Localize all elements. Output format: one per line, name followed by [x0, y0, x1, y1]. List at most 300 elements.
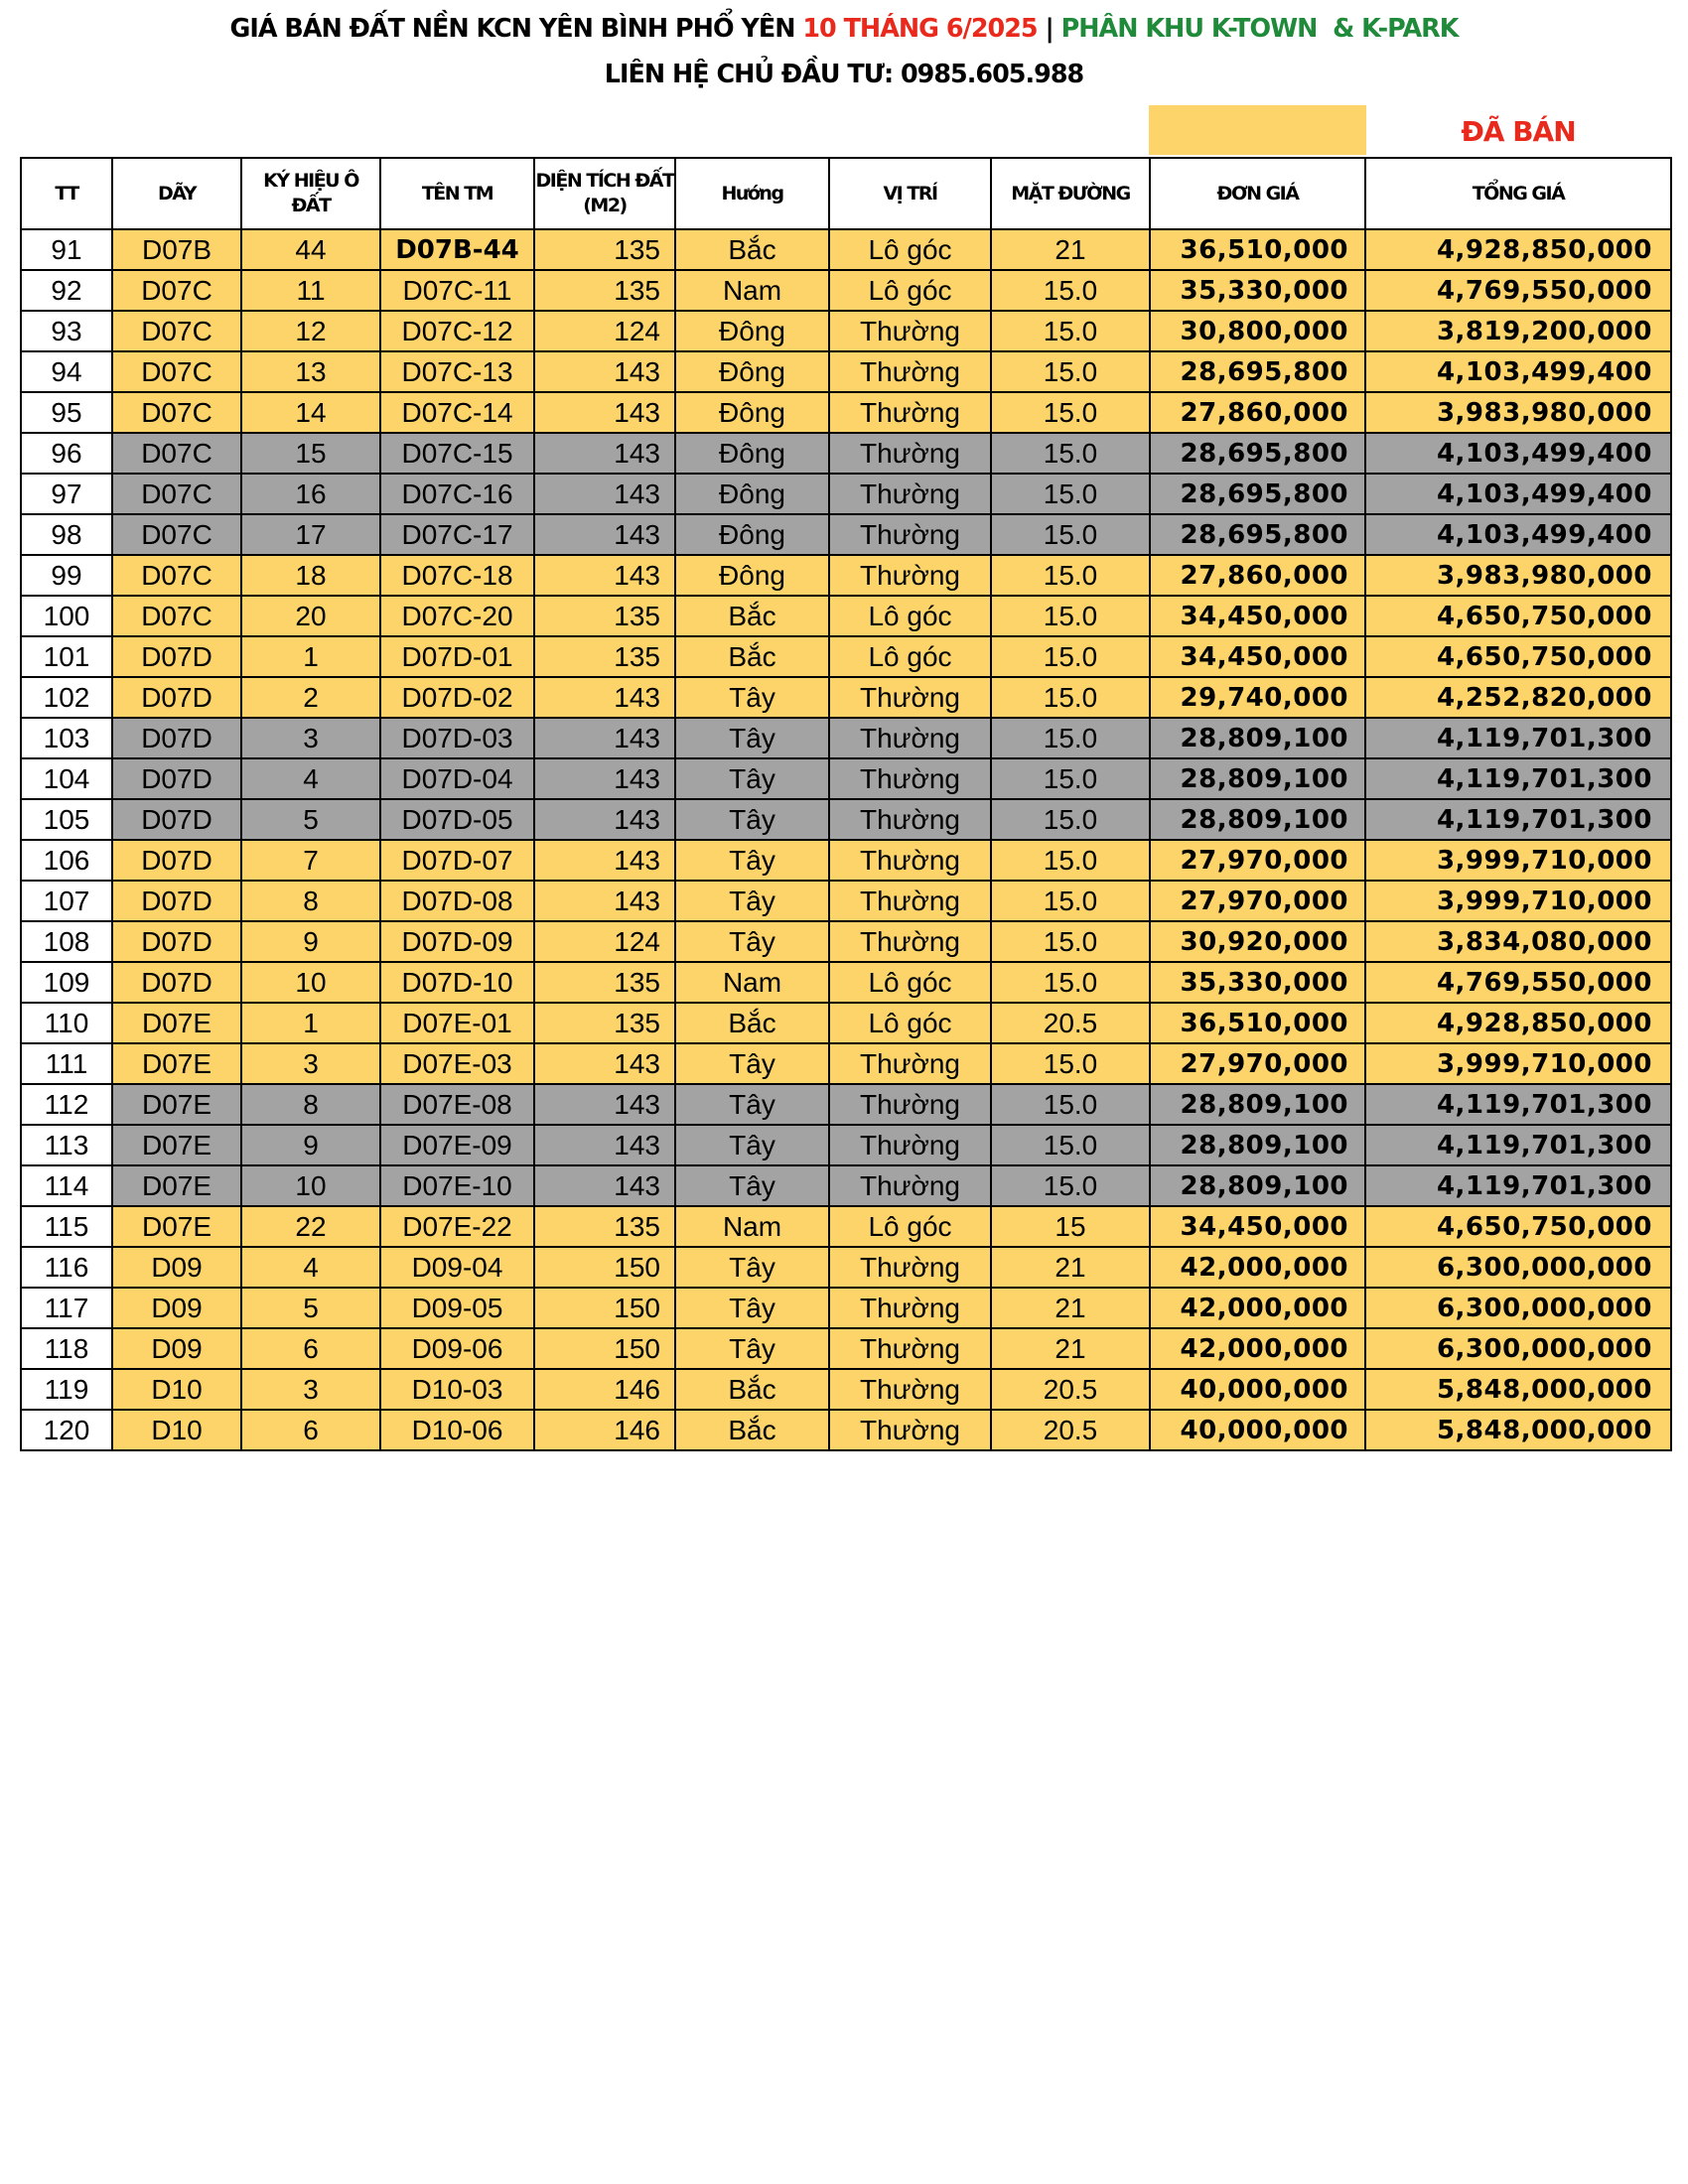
cell-don-gia: 34,450,000: [1150, 1206, 1365, 1247]
cell-huong: Đông: [675, 474, 829, 514]
cell-ky-hieu: 17: [241, 514, 380, 555]
cell-tt: 109: [21, 962, 112, 1003]
table-row: [21, 1003, 1671, 1043]
cell-huong: Đông: [675, 351, 829, 392]
cell-tt: 100: [21, 596, 112, 636]
cell-ten-tm: D07E-09: [380, 1125, 534, 1165]
cell-vi-tri: Thường: [829, 474, 991, 514]
cell-mat-duong: 15.0: [991, 311, 1150, 351]
cell-dien-tich: 143: [534, 677, 675, 718]
cell-dien-tich: 143: [534, 392, 675, 433]
cell-don-gia: 28,809,100: [1150, 1084, 1365, 1125]
cell-tong-gia: 3,999,710,000: [1365, 840, 1671, 881]
cell-vi-tri: Thường: [829, 718, 991, 758]
table-row: [21, 596, 1671, 636]
cell-day: D07C: [112, 392, 241, 433]
cell-tt: 112: [21, 1084, 112, 1125]
cell-vi-tri: Thường: [829, 799, 991, 840]
cell-tt: 106: [21, 840, 112, 881]
cell-vi-tri: Lô góc: [829, 229, 991, 270]
cell-mat-duong: 15.0: [991, 1084, 1150, 1125]
cell-don-gia: 35,330,000: [1150, 270, 1365, 311]
col-header-vi-tri: VỊ TRÍ: [829, 158, 991, 229]
cell-vi-tri: Thường: [829, 1084, 991, 1125]
cell-dien-tich: 135: [534, 596, 675, 636]
cell-huong: Bắc: [675, 1369, 829, 1410]
cell-huong: Nam: [675, 270, 829, 311]
cell-tt: 104: [21, 758, 112, 799]
cell-huong: Tây: [675, 718, 829, 758]
cell-ky-hieu: 14: [241, 392, 380, 433]
cell-day: D07E: [112, 1206, 241, 1247]
cell-huong: Bắc: [675, 1003, 829, 1043]
table-row: [21, 921, 1671, 962]
cell-mat-duong: 21: [991, 1247, 1150, 1288]
cell-huong: Đông: [675, 555, 829, 596]
cell-tong-gia: 4,103,499,400: [1365, 433, 1671, 474]
cell-tong-gia: 4,119,701,300: [1365, 799, 1671, 840]
cell-don-gia: 28,809,100: [1150, 799, 1365, 840]
cell-huong: Bắc: [675, 636, 829, 677]
cell-don-gia: 35,330,000: [1150, 962, 1365, 1003]
cell-mat-duong: 15.0: [991, 392, 1150, 433]
cell-mat-duong: 15.0: [991, 555, 1150, 596]
cell-vi-tri: Thường: [829, 921, 991, 962]
cell-dien-tich: 135: [534, 229, 675, 270]
cell-day: D07B: [112, 229, 241, 270]
cell-ten-tm: D07D-09: [380, 921, 534, 962]
cell-dien-tich: 150: [534, 1288, 675, 1328]
cell-vi-tri: Thường: [829, 1125, 991, 1165]
cell-vi-tri: Thường: [829, 1043, 991, 1084]
cell-dien-tich: 135: [534, 1206, 675, 1247]
cell-tt: 113: [21, 1125, 112, 1165]
col-header-day: DÃY: [112, 158, 241, 229]
table-row: [21, 229, 1671, 270]
cell-dien-tich: 124: [534, 311, 675, 351]
cell-tt: 94: [21, 351, 112, 392]
cell-don-gia: 42,000,000: [1150, 1288, 1365, 1328]
cell-huong: Tây: [675, 921, 829, 962]
contact-line: LIÊN HỆ CHỦ ĐẦU TƯ: 0985.605.988: [604, 60, 1084, 89]
cell-ten-tm: D07C-12: [380, 311, 534, 351]
col-header-mat-duong: MẶT ĐƯỜNG: [991, 158, 1150, 229]
cell-tong-gia: 4,650,750,000: [1365, 596, 1671, 636]
cell-tt: 103: [21, 718, 112, 758]
cell-don-gia: 40,000,000: [1150, 1369, 1365, 1410]
cell-don-gia: 34,450,000: [1150, 636, 1365, 677]
title-zone: PHÂN KHU K-TOWN & K-PARK: [1060, 14, 1459, 44]
cell-ky-hieu: 3: [241, 1369, 380, 1410]
cell-tong-gia: 6,300,000,000: [1365, 1328, 1671, 1369]
cell-ky-hieu: 16: [241, 474, 380, 514]
cell-vi-tri: Thường: [829, 1410, 991, 1450]
table-row: [21, 1288, 1671, 1328]
cell-ten-tm: D07D-08: [380, 881, 534, 921]
cell-ky-hieu: 2: [241, 677, 380, 718]
cell-tong-gia: 5,848,000,000: [1365, 1369, 1671, 1410]
cell-tt: 117: [21, 1288, 112, 1328]
cell-day: D07C: [112, 270, 241, 311]
table-row: [21, 311, 1671, 351]
cell-mat-duong: 21: [991, 1328, 1150, 1369]
cell-don-gia: 28,809,100: [1150, 758, 1365, 799]
cell-tong-gia: 4,119,701,300: [1365, 1084, 1671, 1125]
cell-huong: Tây: [675, 1084, 829, 1125]
cell-ten-tm: D07C-17: [380, 514, 534, 555]
cell-huong: Tây: [675, 1247, 829, 1288]
cell-day: D09: [112, 1288, 241, 1328]
cell-don-gia: 36,510,000: [1150, 229, 1365, 270]
cell-day: D07E: [112, 1003, 241, 1043]
cell-ten-tm: D07C-18: [380, 555, 534, 596]
col-header-tt: TT: [21, 158, 112, 229]
cell-day: D07C: [112, 474, 241, 514]
cell-huong: Tây: [675, 758, 829, 799]
cell-vi-tri: Thường: [829, 881, 991, 921]
cell-mat-duong: 15.0: [991, 1165, 1150, 1206]
cell-tong-gia: 4,119,701,300: [1365, 1125, 1671, 1165]
cell-ky-hieu: 18: [241, 555, 380, 596]
table-row: [21, 433, 1671, 474]
cell-don-gia: 27,860,000: [1150, 392, 1365, 433]
cell-dien-tich: 135: [534, 270, 675, 311]
cell-mat-duong: 15.0: [991, 351, 1150, 392]
cell-tong-gia: 4,928,850,000: [1365, 1003, 1671, 1043]
cell-dien-tich: 135: [534, 962, 675, 1003]
cell-ten-tm: D07D-07: [380, 840, 534, 881]
col-header-tong-gia: TỔNG GIÁ: [1365, 158, 1671, 229]
cell-tong-gia: 4,119,701,300: [1365, 758, 1671, 799]
cell-ten-tm: D09-06: [380, 1328, 534, 1369]
cell-tong-gia: 4,103,499,400: [1365, 514, 1671, 555]
cell-ky-hieu: 1: [241, 1003, 380, 1043]
cell-tt: 119: [21, 1369, 112, 1410]
cell-ky-hieu: 6: [241, 1328, 380, 1369]
cell-ky-hieu: 15: [241, 433, 380, 474]
cell-mat-duong: 15.0: [991, 474, 1150, 514]
cell-don-gia: 28,695,800: [1150, 351, 1365, 392]
cell-don-gia: 28,695,800: [1150, 514, 1365, 555]
cell-vi-tri: Lô góc: [829, 1003, 991, 1043]
cell-huong: Bắc: [675, 596, 829, 636]
cell-dien-tich: 150: [534, 1247, 675, 1288]
cell-huong: Tây: [675, 840, 829, 881]
cell-day: D07E: [112, 1043, 241, 1084]
cell-don-gia: 28,809,100: [1150, 1165, 1365, 1206]
cell-ten-tm: D07C-16: [380, 474, 534, 514]
legend-available-swatch: [1149, 105, 1366, 155]
cell-mat-duong: 15.0: [991, 514, 1150, 555]
cell-don-gia: 42,000,000: [1150, 1328, 1365, 1369]
cell-don-gia: 34,450,000: [1150, 596, 1365, 636]
table-row: [21, 1369, 1671, 1410]
table-row: [21, 392, 1671, 433]
col-header-dien-tich: DIỆN TÍCH ĐẤT (M2): [534, 158, 675, 229]
cell-vi-tri: Thường: [829, 758, 991, 799]
cell-don-gia: 30,800,000: [1150, 311, 1365, 351]
cell-vi-tri: Thường: [829, 311, 991, 351]
cell-ky-hieu: 3: [241, 1043, 380, 1084]
cell-don-gia: 40,000,000: [1150, 1410, 1365, 1450]
table-row: [21, 514, 1671, 555]
cell-don-gia: 28,809,100: [1150, 718, 1365, 758]
cell-mat-duong: 15.0: [991, 1043, 1150, 1084]
cell-tt: 108: [21, 921, 112, 962]
cell-dien-tich: 143: [534, 758, 675, 799]
table-row: [21, 1125, 1671, 1165]
cell-mat-duong: 15.0: [991, 921, 1150, 962]
cell-mat-duong: 15: [991, 1206, 1150, 1247]
cell-ky-hieu: 5: [241, 1288, 380, 1328]
cell-tong-gia: 4,119,701,300: [1365, 718, 1671, 758]
cell-tong-gia: 5,848,000,000: [1365, 1410, 1671, 1450]
cell-ten-tm: D10-06: [380, 1410, 534, 1450]
cell-ky-hieu: 6: [241, 1410, 380, 1450]
cell-ky-hieu: 5: [241, 799, 380, 840]
cell-tt: 105: [21, 799, 112, 840]
cell-huong: Đông: [675, 433, 829, 474]
cell-ky-hieu: 10: [241, 962, 380, 1003]
table-body: [21, 229, 1671, 1450]
cell-tt: 116: [21, 1247, 112, 1288]
cell-tt: 120: [21, 1410, 112, 1450]
cell-ten-tm: D07D-04: [380, 758, 534, 799]
cell-mat-duong: 15.0: [991, 881, 1150, 921]
cell-huong: Bắc: [675, 229, 829, 270]
cell-vi-tri: Thường: [829, 351, 991, 392]
cell-tt: 101: [21, 636, 112, 677]
table-row: [21, 799, 1671, 840]
cell-ten-tm: D07D-10: [380, 962, 534, 1003]
cell-vi-tri: Lô góc: [829, 270, 991, 311]
cell-don-gia: 27,970,000: [1150, 840, 1365, 881]
cell-don-gia: 28,695,800: [1150, 474, 1365, 514]
cell-ten-tm: D07C-20: [380, 596, 534, 636]
cell-tt: 92: [21, 270, 112, 311]
cell-day: D07D: [112, 921, 241, 962]
cell-ky-hieu: 10: [241, 1165, 380, 1206]
cell-tong-gia: 4,928,850,000: [1365, 229, 1671, 270]
cell-vi-tri: Thường: [829, 840, 991, 881]
cell-tong-gia: 3,983,980,000: [1365, 392, 1671, 433]
cell-dien-tich: 146: [534, 1410, 675, 1450]
cell-ten-tm: D07C-15: [380, 433, 534, 474]
cell-ten-tm: D10-03: [380, 1369, 534, 1410]
table-row: [21, 677, 1671, 718]
cell-huong: Tây: [675, 1288, 829, 1328]
table-row: [21, 270, 1671, 311]
cell-tt: 111: [21, 1043, 112, 1084]
cell-vi-tri: Thường: [829, 677, 991, 718]
cell-tong-gia: 3,999,710,000: [1365, 1043, 1671, 1084]
cell-ten-tm: D09-05: [380, 1288, 534, 1328]
cell-day: D10: [112, 1410, 241, 1450]
cell-ky-hieu: 13: [241, 351, 380, 392]
cell-ky-hieu: 44: [241, 229, 380, 270]
cell-tt: 114: [21, 1165, 112, 1206]
cell-tt: 91: [21, 229, 112, 270]
cell-vi-tri: Thường: [829, 1328, 991, 1369]
cell-dien-tich: 143: [534, 799, 675, 840]
cell-tt: 93: [21, 311, 112, 351]
cell-don-gia: 28,809,100: [1150, 1125, 1365, 1165]
cell-ten-tm: D07E-01: [380, 1003, 534, 1043]
cell-huong: Bắc: [675, 1410, 829, 1450]
cell-mat-duong: 15.0: [991, 758, 1150, 799]
col-header-huong: Hướng: [675, 158, 829, 229]
cell-dien-tich: 143: [534, 1084, 675, 1125]
cell-huong: Tây: [675, 881, 829, 921]
cell-tt: 97: [21, 474, 112, 514]
cell-ky-hieu: 9: [241, 921, 380, 962]
table-row: [21, 881, 1671, 921]
cell-dien-tich: 143: [534, 474, 675, 514]
cell-huong: Tây: [675, 1125, 829, 1165]
cell-don-gia: 27,970,000: [1150, 1043, 1365, 1084]
cell-vi-tri: Lô góc: [829, 962, 991, 1003]
cell-ten-tm: D07E-22: [380, 1206, 534, 1247]
cell-ten-tm: D07E-10: [380, 1165, 534, 1206]
cell-dien-tich: 143: [534, 1043, 675, 1084]
cell-tong-gia: 3,819,200,000: [1365, 311, 1671, 351]
cell-ten-tm: D07D-02: [380, 677, 534, 718]
cell-ky-hieu: 9: [241, 1125, 380, 1165]
table-header-row: [21, 158, 1671, 229]
table-row: [21, 1206, 1671, 1247]
cell-day: D07D: [112, 881, 241, 921]
table-row: [21, 474, 1671, 514]
cell-ten-tm: D09-04: [380, 1247, 534, 1288]
cell-vi-tri: Thường: [829, 1165, 991, 1206]
cell-ten-tm: D07C-13: [380, 351, 534, 392]
cell-mat-duong: 15.0: [991, 962, 1150, 1003]
cell-vi-tri: Lô góc: [829, 596, 991, 636]
cell-day: D07D: [112, 962, 241, 1003]
cell-day: D10: [112, 1369, 241, 1410]
cell-dien-tich: 143: [534, 351, 675, 392]
cell-vi-tri: Lô góc: [829, 636, 991, 677]
cell-huong: Tây: [675, 677, 829, 718]
table-row: [21, 1165, 1671, 1206]
table-row: [21, 1410, 1671, 1450]
cell-tt: 98: [21, 514, 112, 555]
cell-dien-tich: 135: [534, 1003, 675, 1043]
cell-ky-hieu: 8: [241, 881, 380, 921]
cell-tt: 107: [21, 881, 112, 921]
cell-dien-tich: 143: [534, 555, 675, 596]
cell-don-gia: 27,860,000: [1150, 555, 1365, 596]
cell-ten-tm: D07E-03: [380, 1043, 534, 1084]
cell-tt: 118: [21, 1328, 112, 1369]
cell-ten-tm: D07D-03: [380, 718, 534, 758]
cell-dien-tich: 150: [534, 1328, 675, 1369]
cell-don-gia: 29,740,000: [1150, 677, 1365, 718]
cell-dien-tich: 143: [534, 1125, 675, 1165]
cell-day: D07C: [112, 351, 241, 392]
cell-ky-hieu: 22: [241, 1206, 380, 1247]
cell-huong: Đông: [675, 514, 829, 555]
cell-tong-gia: 4,103,499,400: [1365, 351, 1671, 392]
cell-dien-tich: 143: [534, 433, 675, 474]
cell-tt: 110: [21, 1003, 112, 1043]
cell-tong-gia: 4,650,750,000: [1365, 636, 1671, 677]
cell-ten-tm: D07B-44: [380, 229, 534, 270]
cell-vi-tri: Thường: [829, 1247, 991, 1288]
cell-vi-tri: Thường: [829, 1369, 991, 1410]
table-row: [21, 1328, 1671, 1369]
cell-dien-tich: 146: [534, 1369, 675, 1410]
cell-tong-gia: 4,769,550,000: [1365, 270, 1671, 311]
cell-huong: Nam: [675, 1206, 829, 1247]
cell-day: D07E: [112, 1125, 241, 1165]
table-row: [21, 351, 1671, 392]
cell-day: D07D: [112, 636, 241, 677]
table-row: [21, 636, 1671, 677]
cell-day: D07D: [112, 718, 241, 758]
cell-ky-hieu: 20: [241, 596, 380, 636]
cell-huong: Tây: [675, 1165, 829, 1206]
cell-huong: Đông: [675, 311, 829, 351]
cell-tong-gia: 4,769,550,000: [1365, 962, 1671, 1003]
cell-vi-tri: Thường: [829, 1288, 991, 1328]
cell-tt: 99: [21, 555, 112, 596]
cell-don-gia: 27,970,000: [1150, 881, 1365, 921]
cell-mat-duong: 15.0: [991, 636, 1150, 677]
cell-dien-tich: 124: [534, 921, 675, 962]
cell-tt: 96: [21, 433, 112, 474]
table-row: [21, 718, 1671, 758]
table-row: [21, 962, 1671, 1003]
cell-day: D09: [112, 1328, 241, 1369]
legend-sold-label: ĐÃ BÁN: [1461, 115, 1576, 148]
cell-don-gia: 30,920,000: [1150, 921, 1365, 962]
cell-huong: Nam: [675, 962, 829, 1003]
cell-day: D07E: [112, 1165, 241, 1206]
cell-don-gia: 42,000,000: [1150, 1247, 1365, 1288]
cell-huong: Tây: [675, 1043, 829, 1084]
table-row: [21, 555, 1671, 596]
cell-tong-gia: 3,834,080,000: [1365, 921, 1671, 962]
cell-tong-gia: 4,103,499,400: [1365, 474, 1671, 514]
cell-ky-hieu: 7: [241, 840, 380, 881]
cell-tong-gia: 4,650,750,000: [1365, 1206, 1671, 1247]
cell-ten-tm: D07D-05: [380, 799, 534, 840]
table-row: [21, 758, 1671, 799]
cell-dien-tich: 143: [534, 840, 675, 881]
cell-ten-tm: D07C-11: [380, 270, 534, 311]
cell-mat-duong: 20.5: [991, 1410, 1150, 1450]
table-row: [21, 1247, 1671, 1288]
cell-day: D07C: [112, 433, 241, 474]
col-header-ten-tm: TÊN TM: [380, 158, 534, 229]
cell-dien-tich: 143: [534, 514, 675, 555]
cell-vi-tri: Thường: [829, 392, 991, 433]
title-separator: |: [1037, 14, 1061, 44]
cell-mat-duong: 20.5: [991, 1003, 1150, 1043]
cell-mat-duong: 15.0: [991, 433, 1150, 474]
cell-huong: Đông: [675, 392, 829, 433]
cell-ky-hieu: 12: [241, 311, 380, 351]
cell-don-gia: 36,510,000: [1150, 1003, 1365, 1043]
cell-tong-gia: 4,252,820,000: [1365, 677, 1671, 718]
cell-tt: 95: [21, 392, 112, 433]
cell-huong: Tây: [675, 799, 829, 840]
cell-day: D07C: [112, 555, 241, 596]
cell-vi-tri: Lô góc: [829, 1206, 991, 1247]
cell-mat-duong: 20.5: [991, 1369, 1150, 1410]
cell-ten-tm: D07C-14: [380, 392, 534, 433]
